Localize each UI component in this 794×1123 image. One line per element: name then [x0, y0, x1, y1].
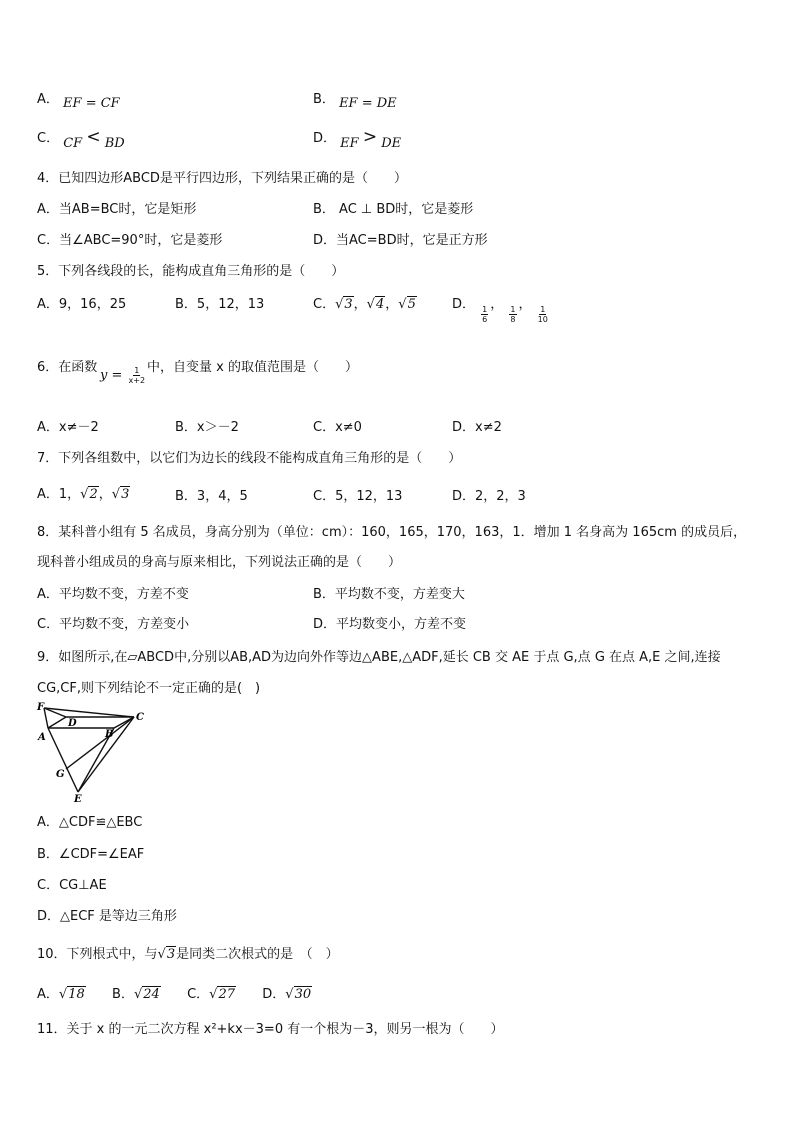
q8-option-a: A．平均数不变，方差不变: [37, 587, 189, 602]
q4-option-c: C．当∠ABC=90°时，它是菱形: [37, 233, 223, 248]
q4-option-b: B． AC ⊥ BD时，它是菱形: [313, 202, 474, 217]
q7-option-a: A．1，√2，√3: [37, 487, 130, 502]
q5-option-d: D． $\frac{1}{6}$ ， $\frac{1}{8}$ ， $\frac{1}{10}$: [452, 297, 548, 324]
q6-option-d: D．x≠2: [452, 420, 502, 435]
q3-option-a: A． EF = CF: [37, 92, 120, 111]
q8-option-c: C．平均数不变，方差变小: [37, 617, 190, 632]
q9-option-c: C．CG⊥AE: [37, 878, 107, 893]
q10-option-d: D．√30: [262, 987, 312, 1002]
q7-option-b: B．3，4，5: [175, 489, 248, 504]
q11-stem: 11．关于 x 的一元二次方程 x²+kx－3=0 有一个根为－3，则另一根为（ ）: [37, 1022, 504, 1037]
label-a: A: [38, 732, 46, 743]
q5-option-b: B．5，12，13: [175, 297, 265, 312]
q9-option-b: B．∠CDF=∠EAF: [37, 847, 145, 862]
q8-option-d: D．平均数变小，方差不变: [313, 617, 467, 632]
sqrt-3: √3: [335, 297, 353, 312]
sqrt-5: √5: [398, 297, 416, 312]
q8-stem-line1: 8．某科普小组有 5 名成员，身高分别为（单位：cm）：160，165，170，163，1．增加 1 名身高为 165cm 的成员后，: [37, 525, 747, 540]
q10-option-c: C．√27: [187, 987, 235, 1002]
q8-option-b: B．平均数不变，方差变大: [313, 587, 465, 602]
q10-option-a: A．√18: [37, 987, 85, 1002]
sqrt-2: √2: [80, 487, 98, 502]
q3-option-c: C． CF < BD: [37, 127, 125, 151]
q7-stem: 7．下列各组数中，以它们为边长的线段不能构成直角三角形的是（ ）: [37, 451, 462, 466]
q9-option-d: D．△ECF 是等边三角形: [37, 909, 177, 924]
q9-option-a: A．△CDF≌△EBC: [37, 815, 143, 830]
sqrt-4: √4: [366, 297, 385, 312]
q9-stem-line1: 9．如图所示,在▱ABCD中,分别以AB,AD为边向外作等边△ABE,△ADF,延长 CB 交 AE 于点 G,点 G 在点 A,E 之间,连接: [37, 650, 721, 665]
q10-option-b: B．√24: [112, 987, 160, 1002]
label-d: D: [68, 718, 77, 729]
q9-stem-line2: CG,CF,则下列结论不一定正确的是( ): [37, 681, 261, 696]
q7-option-d: D．2，2，3: [452, 489, 526, 504]
q6-option-a: A．x≠－2: [37, 420, 99, 435]
fraction-1-8: $\frac{1}{8}$: [510, 305, 516, 324]
label-b: B: [105, 729, 114, 740]
q6-stem-a: 6．在函数: [37, 360, 98, 375]
label-c: C: [136, 712, 144, 723]
q5-stem: 5．下列各线段的长，能构成直角三角形的是（ ）: [37, 264, 345, 279]
q6-option-b: B．x＞－2: [175, 420, 239, 435]
q10-options: [37, 983, 312, 1002]
q3-option-d: D． EF > DE: [313, 127, 402, 151]
q6-fraction: $\frac{1}{x+2}$: [128, 366, 146, 385]
fraction-1-10: $\frac{1}{10}$: [537, 305, 548, 324]
q6-stem-b: 中，自变量 x 的取值范围是（ ）: [147, 360, 358, 375]
label-g: G: [56, 769, 65, 780]
q9-geometry-figure: [34, 700, 146, 804]
q4-option-a: A．当AB=BC时，它是矩形: [37, 202, 197, 217]
q5-option-c: C．√3，√4，√5: [313, 297, 416, 312]
label-e: E: [74, 794, 82, 804]
q7-option-c: C．5，12，13: [313, 489, 403, 504]
sqrt-3: √3: [157, 947, 176, 962]
q6-function: y = $\frac{1}{x+2}$: [100, 366, 146, 385]
q4-stem: 4．已知四边形ABCD是平行四边形，下列结果正确的是（ ）: [37, 171, 407, 186]
q6-option-c: C．x≠0: [313, 420, 362, 435]
q8-stem-line2: 现科普小组成员的身高与原来相比，下列说法正确的是（ ）: [37, 555, 402, 570]
q5-option-a: A．9，16，25: [37, 297, 127, 312]
sqrt-3: √3: [111, 487, 130, 502]
q10-stem: 10．下列根式中，与√3是同类二次根式的是 （ ）: [37, 947, 339, 962]
fraction-1-6: $\frac{1}{6}$: [482, 305, 488, 324]
q3-option-b: B． EF = DE: [313, 92, 397, 111]
q4-option-d: D．当AC=BD时，它是正方形: [313, 233, 488, 248]
label-f: F: [37, 702, 45, 713]
